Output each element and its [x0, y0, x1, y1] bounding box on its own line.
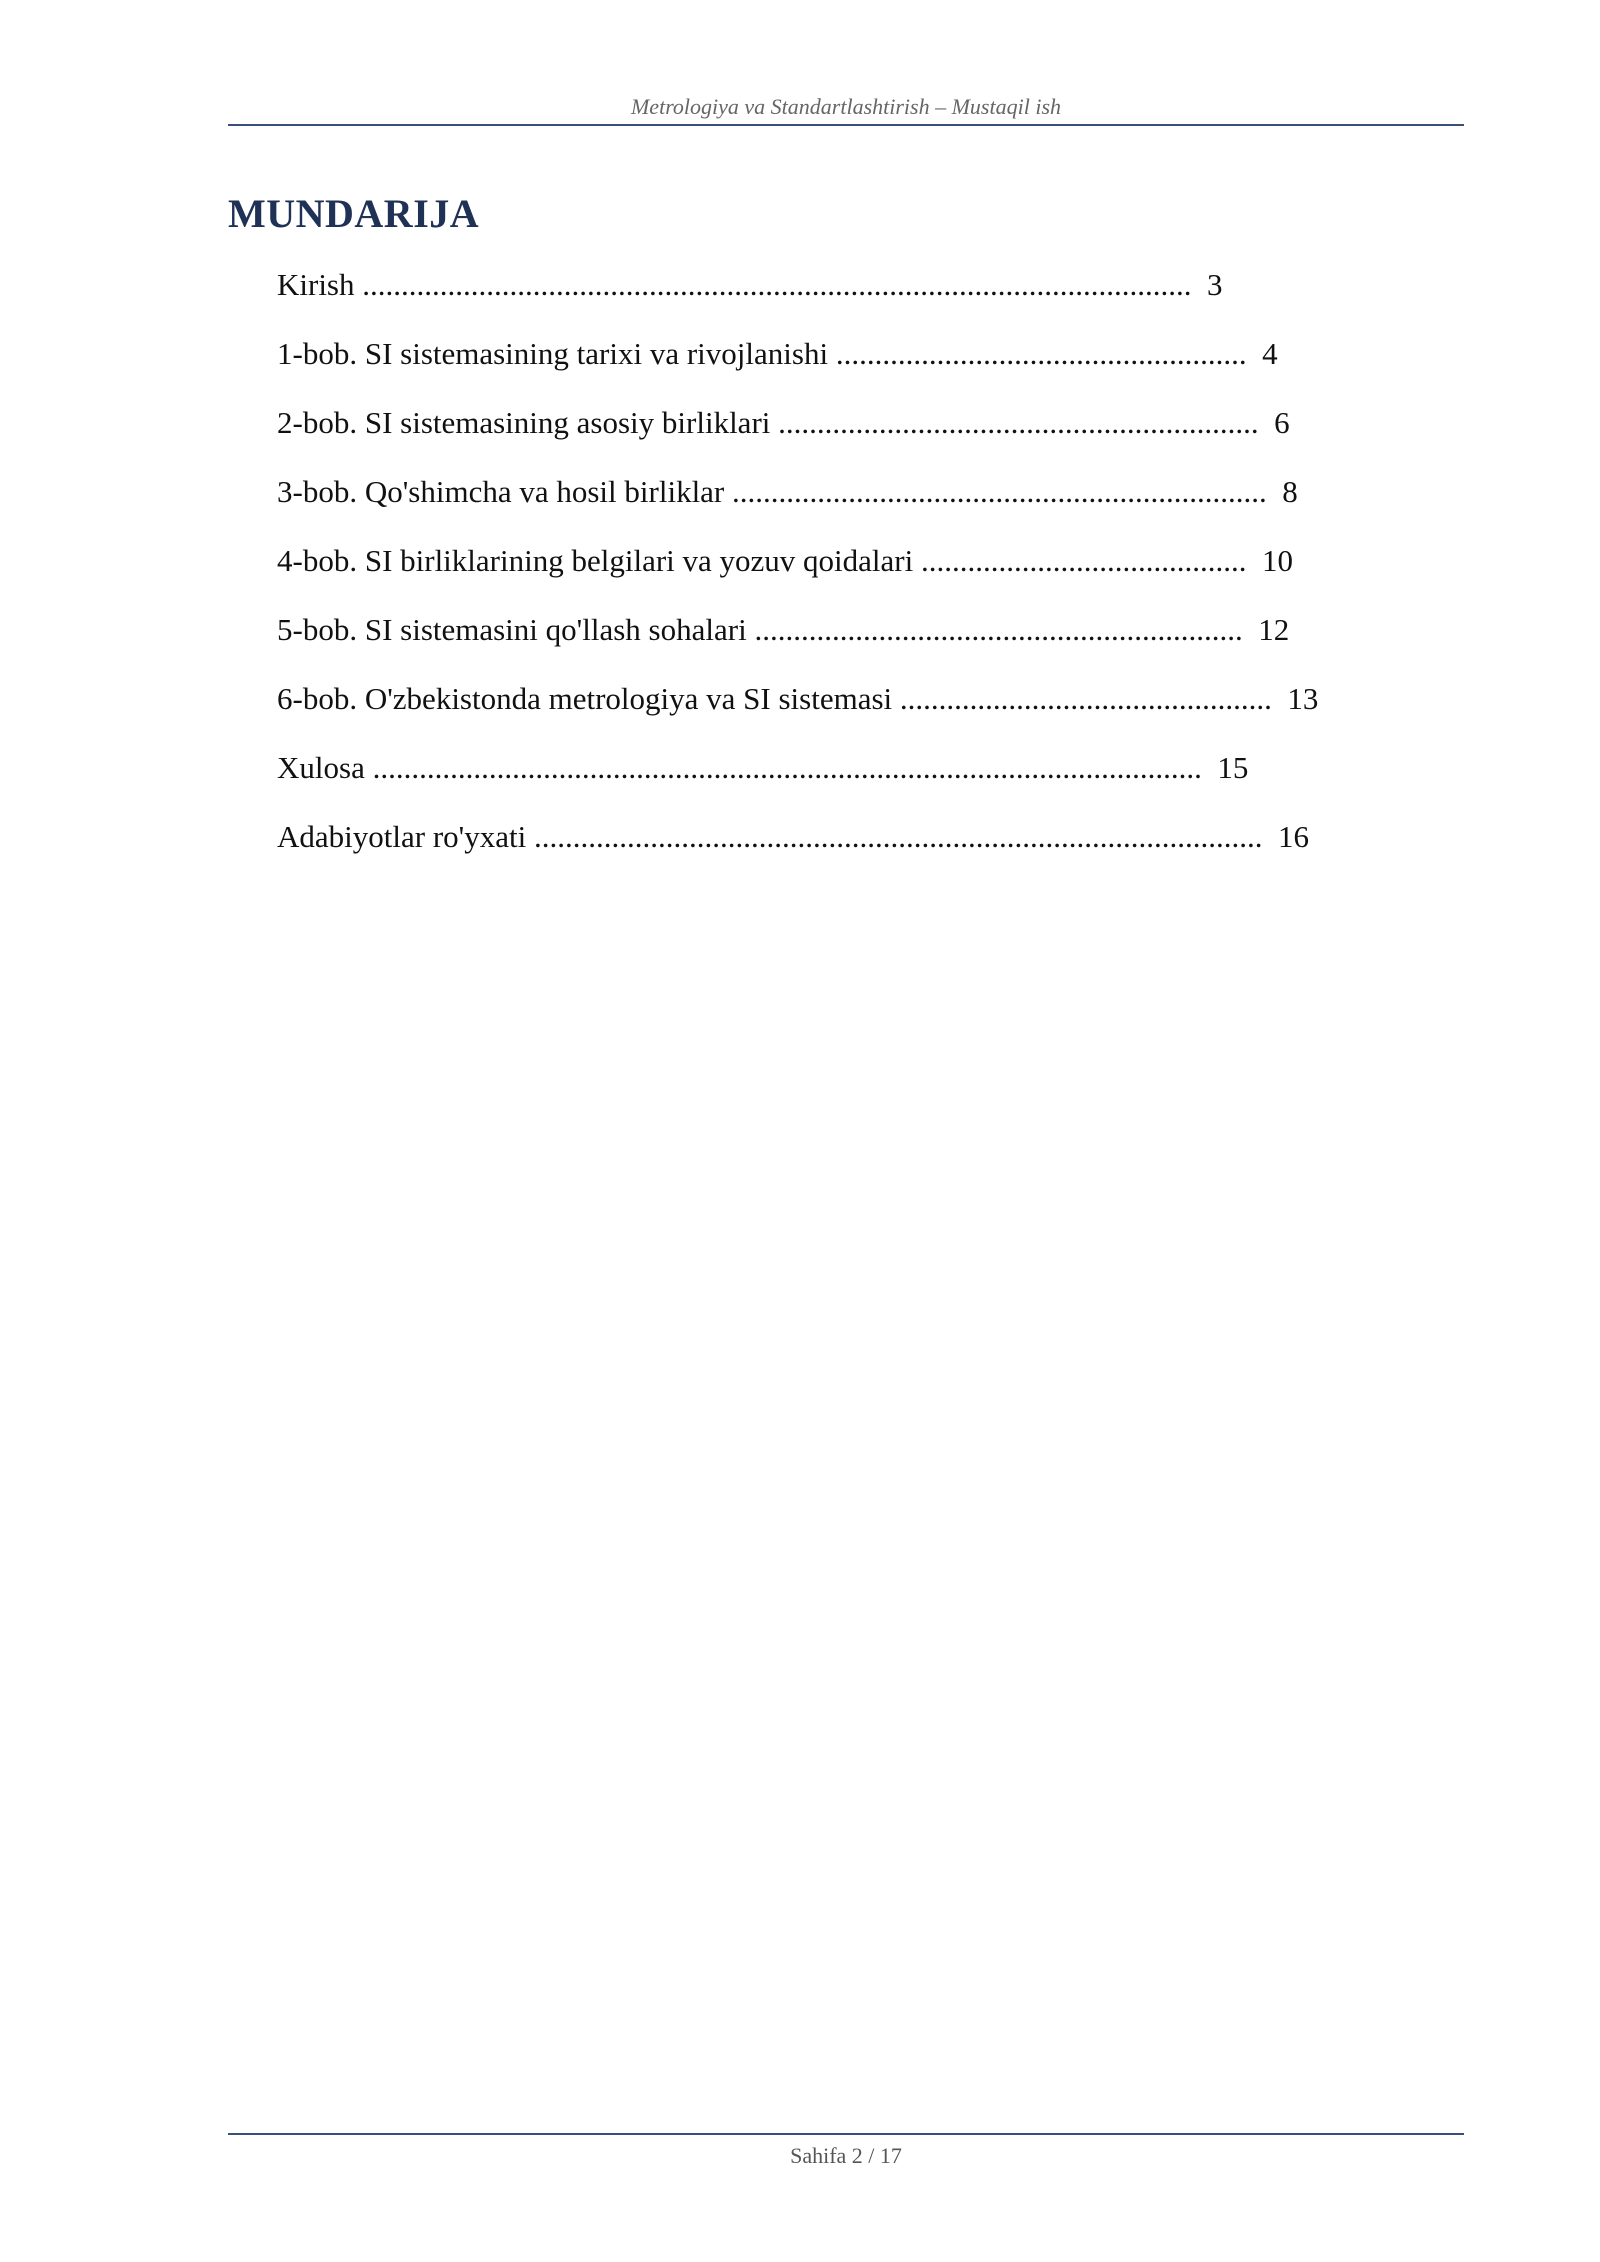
- toc-entry-page: 3: [1207, 267, 1223, 302]
- toc-entry-page: 8: [1282, 474, 1298, 509]
- toc-entry-leader: ...........................................................................................................: [372, 750, 1202, 785]
- toc-entry-leader: ..............................................................: [778, 405, 1259, 440]
- toc-entry[interactable]: [277, 741, 1318, 810]
- page-number: Sahifa 2 / 17: [790, 2143, 902, 2168]
- toc-entry-page: 13: [1287, 681, 1319, 716]
- page-header: [228, 92, 1464, 126]
- toc-entry[interactable]: [277, 465, 1318, 534]
- header-title: Metrologiya va Standartlashtirish – Mustaqil ish: [630, 94, 1062, 119]
- toc-entry-label: 3-bob. Qo'shimcha va hosil birliklar: [277, 474, 725, 509]
- toc-entry-label: Xulosa: [277, 750, 365, 785]
- toc-entry-leader: ................................................: [899, 681, 1272, 716]
- toc-entry-page: 16: [1277, 819, 1309, 854]
- toc-entry-label: Kirish: [277, 267, 355, 302]
- toc-entry-leader: ..............................................................................................: [533, 819, 1263, 854]
- toc-entry[interactable]: [277, 396, 1318, 465]
- toc-entry-page: 4: [1262, 336, 1278, 371]
- toc-entry[interactable]: [277, 603, 1318, 672]
- toc-entry-label: 2-bob. SI sistemasining asosiy birliklari: [277, 405, 771, 440]
- toc-entry-label: 5-bob. SI sistemasini qo'llash sohalari: [277, 612, 747, 647]
- toc-entry-leader: ..........................................: [920, 543, 1247, 578]
- toc-entry-page: 6: [1274, 405, 1290, 440]
- toc-entry-leader: ...........................................................................................................: [362, 267, 1192, 302]
- toc-entry-label: 4-bob. SI birliklarining belgilari va yozuv qoidalari: [277, 543, 914, 578]
- toc-entry-leader: .....................................................................: [732, 474, 1267, 509]
- toc-entry-leader: ...............................................................: [754, 612, 1243, 647]
- toc-entry[interactable]: [277, 258, 1318, 327]
- toc-entry-label: 1-bob. SI sistemasining tarixi va rivojlanishi: [277, 336, 829, 371]
- toc-entry-label: 6-bob. O'zbekistonda metrologiya va SI sistemasi: [277, 681, 893, 716]
- toc-entry[interactable]: [277, 672, 1318, 741]
- page-footer: [228, 2133, 1464, 2168]
- toc-entry[interactable]: [277, 810, 1318, 879]
- toc-entry[interactable]: [277, 534, 1318, 603]
- toc-entry-label: Adabiyotlar ro'yxati: [277, 819, 527, 854]
- toc-entry[interactable]: [277, 327, 1318, 396]
- toc-heading: MUNDARIJA: [228, 191, 480, 236]
- table-of-contents: [277, 258, 1318, 879]
- toc-entry-page: 12: [1258, 612, 1290, 647]
- toc-entry-leader: .....................................................: [835, 336, 1247, 371]
- toc-entry-page: 10: [1261, 543, 1293, 578]
- toc-entry-page: 15: [1217, 750, 1249, 785]
